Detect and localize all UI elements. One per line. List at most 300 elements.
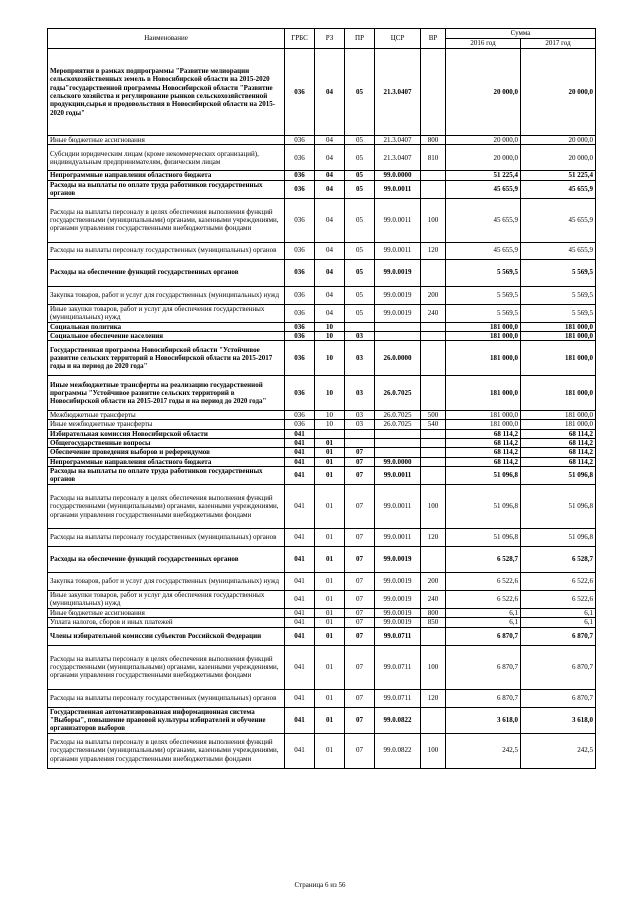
cell-grbs: 036 — [285, 259, 315, 286]
cell-vr — [421, 448, 446, 457]
cell-sum-2017: 45 655,9 — [521, 180, 596, 198]
row-name: Субсидии юридическим лицам (кроме некоммерческих организаций), индивидуальным предпринимателям, физическим лицам — [48, 145, 285, 171]
cell-pr: 07 — [345, 627, 375, 645]
cell-csr: 99.0.0822 — [375, 733, 421, 768]
table-row — [48, 331, 596, 340]
cell-vr — [421, 259, 446, 286]
cell-sum-2017: 20 000,0 — [521, 145, 596, 171]
row-name: Иные закупки товаров, работ и услуг для обеспечения государственных (муниципальных) нужд — [48, 304, 285, 322]
cell-csr — [375, 448, 421, 457]
cell-grbs: 041 — [285, 466, 315, 484]
cell-sum-2016: 181 000,0 — [446, 411, 521, 420]
row-name: Расходы на выплаты персоналу государственных (муниципальных) органов — [48, 528, 285, 546]
cell-sum-2017: 181 000,0 — [521, 420, 596, 429]
cell-pr: 05 — [345, 259, 375, 286]
cell-sum-2017: 68 114,2 — [521, 429, 596, 438]
cell-rz: 01 — [315, 528, 345, 546]
table-row — [48, 429, 596, 438]
cell-rz: 01 — [315, 546, 345, 572]
cell-sum-2017: 6 522,6 — [521, 590, 596, 608]
row-name: Члены избирательной комиссии субъектов Российской Федерации — [48, 627, 285, 645]
cell-sum-2017: 181 000,0 — [521, 331, 596, 340]
cell-vr — [421, 457, 446, 466]
row-name: Расходы на выплаты персоналу в целях обеспечения выполнения функций государственными (муниципальными) органами, казенными учреждениями, органами управления государственными внебюджетными фондами — [48, 198, 285, 242]
table-row — [48, 466, 596, 484]
cell-rz: 10 — [315, 322, 345, 331]
cell-sum-2017: 68 114,2 — [521, 439, 596, 448]
cell-pr: 05 — [345, 171, 375, 180]
cell-grbs: 036 — [285, 136, 315, 145]
row-name: Расходы на выплаты персоналу государственных (муниципальных) органов — [48, 242, 285, 259]
cell-sum-2016: 6 522,6 — [446, 590, 521, 608]
cell-sum-2016: 45 655,9 — [446, 180, 521, 198]
cell-grbs: 041 — [285, 457, 315, 466]
header-name: Наименование — [48, 29, 285, 49]
row-name: Расходы на обеспечение функций государственных органов — [48, 546, 285, 572]
cell-csr: 21.3.0407 — [375, 136, 421, 145]
cell-grbs: 041 — [285, 627, 315, 645]
header-pr: ПР — [345, 29, 375, 49]
cell-grbs: 041 — [285, 590, 315, 608]
cell-grbs: 036 — [285, 242, 315, 259]
table-header — [48, 29, 596, 49]
cell-pr: 03 — [345, 341, 375, 376]
header-grbs: ГРБС — [285, 29, 315, 49]
cell-grbs: 041 — [285, 707, 315, 733]
cell-sum-2016: 51 225,4 — [446, 171, 521, 180]
cell-pr — [345, 439, 375, 448]
row-name: Уплата налогов, сборов и иных платежей — [48, 618, 285, 627]
cell-vr — [421, 49, 446, 136]
cell-sum-2016: 68 114,2 — [446, 439, 521, 448]
cell-grbs: 041 — [285, 733, 315, 768]
cell-sum-2016: 6 528,7 — [446, 546, 521, 572]
cell-rz: 01 — [315, 590, 345, 608]
cell-sum-2017: 181 000,0 — [521, 341, 596, 376]
cell-csr — [375, 439, 421, 448]
cell-pr: 07 — [345, 689, 375, 707]
cell-pr: 05 — [345, 198, 375, 242]
cell-csr: 99.0.0011 — [375, 242, 421, 259]
cell-sum-2017: 6 522,6 — [521, 572, 596, 590]
table-row — [48, 49, 596, 136]
cell-rz: 04 — [315, 304, 345, 322]
cell-sum-2017: 51 096,8 — [521, 484, 596, 528]
row-name: Социальное обеспечение населения — [48, 331, 285, 340]
cell-rz: 10 — [315, 420, 345, 429]
cell-pr: 05 — [345, 145, 375, 171]
cell-rz: 01 — [315, 448, 345, 457]
cell-rz: 04 — [315, 171, 345, 180]
cell-sum-2016: 51 096,8 — [446, 466, 521, 484]
cell-vr: 200 — [421, 572, 446, 590]
table-row — [48, 304, 596, 322]
cell-pr: 07 — [345, 546, 375, 572]
row-name: Расходы на выплаты персоналу в целях обеспечения выполнения функций государственными (муниципальными) органами, казенными учреждениями, органами управления государственными внебюджетными фондами — [48, 733, 285, 768]
cell-rz: 01 — [315, 608, 345, 617]
row-name: Расходы на выплаты персоналу в целях обеспечения выполнения функций государственными (муниципальными) органами, казенными учреждениями, органами управления государственными внебюджетными фондами — [48, 645, 285, 689]
cell-csr: 99.0.0019 — [375, 618, 421, 627]
cell-pr: 03 — [345, 420, 375, 429]
row-name: Расходы на выплаты по оплате труда работников государственных органов — [48, 466, 285, 484]
table-row — [48, 484, 596, 528]
cell-csr: 99.0.0019 — [375, 590, 421, 608]
cell-csr: 26.0.7025 — [375, 420, 421, 429]
cell-csr — [375, 331, 421, 340]
cell-rz: 01 — [315, 645, 345, 689]
header-csr: ЦСР — [375, 29, 421, 49]
row-name: Расходы на выплаты по оплате труда работников государственных органов — [48, 180, 285, 198]
cell-vr: 100 — [421, 198, 446, 242]
cell-sum-2017: 6 870,7 — [521, 689, 596, 707]
header-rz: РЗ — [315, 29, 345, 49]
cell-csr: 99.0.0000 — [375, 171, 421, 180]
table-row — [48, 411, 596, 420]
cell-grbs: 041 — [285, 484, 315, 528]
header-vr: ВР — [421, 29, 446, 49]
cell-pr: 07 — [345, 590, 375, 608]
cell-csr: 99.0.0011 — [375, 484, 421, 528]
row-name: Закупка товаров, работ и услуг для государственных (муниципальных) нужд — [48, 572, 285, 590]
row-name: Расходы на выплаты персоналу в целях обеспечения выполнения функций государственными (муниципальными) органами, казенными учреждениями, органами управления государственными внебюджетными фондами — [48, 484, 285, 528]
cell-sum-2016: 181 000,0 — [446, 420, 521, 429]
cell-sum-2017: 6 528,7 — [521, 546, 596, 572]
cell-grbs: 036 — [285, 411, 315, 420]
cell-rz: 04 — [315, 180, 345, 198]
cell-pr: 05 — [345, 286, 375, 304]
cell-sum-2016: 51 096,8 — [446, 528, 521, 546]
cell-csr: 21.3.0407 — [375, 49, 421, 136]
cell-vr: 240 — [421, 304, 446, 322]
cell-grbs: 036 — [285, 304, 315, 322]
cell-rz: 01 — [315, 618, 345, 627]
cell-rz: 01 — [315, 457, 345, 466]
cell-rz: 04 — [315, 242, 345, 259]
cell-csr: 99.0.0711 — [375, 627, 421, 645]
cell-csr — [375, 322, 421, 331]
cell-csr: 99.0.0019 — [375, 286, 421, 304]
cell-rz: 04 — [315, 198, 345, 242]
table-row — [48, 376, 596, 411]
cell-grbs: 036 — [285, 180, 315, 198]
cell-pr: 03 — [345, 376, 375, 411]
cell-sum-2017: 6 870,7 — [521, 645, 596, 689]
cell-rz: 01 — [315, 733, 345, 768]
cell-sum-2016: 6,1 — [446, 608, 521, 617]
row-name: Непрограммные направления областного бюджета — [48, 171, 285, 180]
cell-csr: 99.0.0011 — [375, 180, 421, 198]
cell-vr: 800 — [421, 608, 446, 617]
cell-pr: 07 — [345, 457, 375, 466]
cell-sum-2017: 3 618,0 — [521, 707, 596, 733]
cell-csr — [375, 429, 421, 438]
row-name: Межбюджетные трансферты — [48, 411, 285, 420]
cell-grbs: 036 — [285, 286, 315, 304]
cell-sum-2016: 5 569,5 — [446, 304, 521, 322]
row-name: Расходы на выплаты персоналу государственных (муниципальных) органов — [48, 689, 285, 707]
page-footer: Страница 6 из 56 — [294, 881, 346, 889]
cell-pr: 05 — [345, 136, 375, 145]
cell-sum-2016: 181 000,0 — [446, 331, 521, 340]
cell-vr: 200 — [421, 286, 446, 304]
cell-sum-2016: 20 000,0 — [446, 145, 521, 171]
cell-rz: 01 — [315, 627, 345, 645]
cell-sum-2016: 68 114,2 — [446, 457, 521, 466]
cell-sum-2017: 45 655,9 — [521, 198, 596, 242]
cell-vr: 120 — [421, 242, 446, 259]
cell-vr: 500 — [421, 411, 446, 420]
cell-csr: 26.0.7025 — [375, 376, 421, 411]
cell-vr — [421, 439, 446, 448]
cell-grbs: 036 — [285, 171, 315, 180]
cell-rz: 01 — [315, 484, 345, 528]
cell-sum-2017: 181 000,0 — [521, 322, 596, 331]
cell-rz: 04 — [315, 286, 345, 304]
cell-vr: 100 — [421, 645, 446, 689]
cell-sum-2016: 181 000,0 — [446, 322, 521, 331]
cell-rz: 01 — [315, 572, 345, 590]
cell-vr — [421, 707, 446, 733]
cell-pr: 07 — [345, 707, 375, 733]
cell-pr: 07 — [345, 466, 375, 484]
cell-sum-2016: 5 569,5 — [446, 286, 521, 304]
row-name: Иные бюджетные ассигнования — [48, 608, 285, 617]
row-name: Иные межбюджетные трансферты на реализацию государственной программы "Устойчивое развитие сельских территорий в Новосибирской области на 2015-2017 годы и на период до 2020 года" — [48, 376, 285, 411]
cell-grbs: 041 — [285, 546, 315, 572]
cell-sum-2017: 181 000,0 — [521, 411, 596, 420]
cell-rz: 01 — [315, 466, 345, 484]
cell-sum-2016: 6 870,7 — [446, 645, 521, 689]
cell-sum-2016: 51 096,8 — [446, 484, 521, 528]
cell-rz: 01 — [315, 439, 345, 448]
table-row — [48, 171, 596, 180]
table-row — [48, 286, 596, 304]
cell-rz: 04 — [315, 259, 345, 286]
cell-sum-2016: 181 000,0 — [446, 376, 521, 411]
row-name: Непрограммные направления областного бюджета — [48, 457, 285, 466]
cell-vr — [421, 376, 446, 411]
cell-pr: 05 — [345, 304, 375, 322]
cell-vr: 120 — [421, 689, 446, 707]
cell-sum-2017: 20 000,0 — [521, 49, 596, 136]
cell-grbs: 041 — [285, 528, 315, 546]
row-name: Обеспечение проведения выборов и референдумов — [48, 448, 285, 457]
header-year-2016: 2016 год — [446, 39, 521, 49]
budget-table — [47, 28, 596, 769]
table-row — [48, 145, 596, 171]
cell-grbs: 036 — [285, 198, 315, 242]
cell-sum-2016: 68 114,2 — [446, 429, 521, 438]
cell-grbs: 041 — [285, 429, 315, 438]
header-sum: Сумма — [446, 29, 596, 39]
cell-grbs: 041 — [285, 608, 315, 617]
table-row — [48, 572, 596, 590]
cell-sum-2016: 6 870,7 — [446, 689, 521, 707]
cell-pr: 07 — [345, 608, 375, 617]
cell-rz: 04 — [315, 49, 345, 136]
row-name: Избирательная комиссия Новосибирской области — [48, 429, 285, 438]
row-name: Иные закупки товаров, работ и услуг для обеспечения государственных (муниципальных) нужд — [48, 590, 285, 608]
cell-rz: 10 — [315, 331, 345, 340]
cell-vr — [421, 546, 446, 572]
cell-grbs: 041 — [285, 618, 315, 627]
cell-rz: 04 — [315, 145, 345, 171]
cell-sum-2016: 68 114,2 — [446, 448, 521, 457]
cell-sum-2017: 68 114,2 — [521, 457, 596, 466]
cell-grbs: 036 — [285, 331, 315, 340]
cell-csr: 99.0.0711 — [375, 645, 421, 689]
cell-rz: 04 — [315, 136, 345, 145]
cell-sum-2016: 242,5 — [446, 733, 521, 768]
cell-grbs: 036 — [285, 341, 315, 376]
cell-sum-2016: 45 655,9 — [446, 242, 521, 259]
cell-sum-2016: 20 000,0 — [446, 136, 521, 145]
cell-pr: 07 — [345, 618, 375, 627]
cell-csr: 26.0.7025 — [375, 411, 421, 420]
cell-sum-2016: 5 569,5 — [446, 259, 521, 286]
cell-vr: 810 — [421, 145, 446, 171]
cell-grbs: 041 — [285, 645, 315, 689]
cell-pr — [345, 322, 375, 331]
cell-grbs: 036 — [285, 49, 315, 136]
cell-sum-2016: 20 000,0 — [446, 49, 521, 136]
cell-csr: 26.0.0000 — [375, 341, 421, 376]
cell-sum-2017: 45 655,9 — [521, 242, 596, 259]
cell-pr: 07 — [345, 733, 375, 768]
cell-csr: 99.0.0711 — [375, 689, 421, 707]
cell-csr: 99.0.0011 — [375, 528, 421, 546]
cell-pr: 07 — [345, 572, 375, 590]
table-row — [48, 242, 596, 259]
cell-sum-2017: 68 114,2 — [521, 448, 596, 457]
table-row — [48, 457, 596, 466]
table-row — [48, 590, 596, 608]
cell-csr: 99.0.0011 — [375, 198, 421, 242]
cell-vr: 100 — [421, 733, 446, 768]
cell-vr — [421, 466, 446, 484]
table-row — [48, 608, 596, 617]
row-name: Общегосударственные вопросы — [48, 439, 285, 448]
cell-csr: 99.0.0019 — [375, 572, 421, 590]
table-body — [48, 49, 596, 769]
cell-sum-2017: 5 569,5 — [521, 304, 596, 322]
cell-sum-2017: 51 096,8 — [521, 466, 596, 484]
cell-sum-2017: 5 569,5 — [521, 259, 596, 286]
cell-sum-2017: 181 000,0 — [521, 376, 596, 411]
cell-vr — [421, 171, 446, 180]
table-row — [48, 136, 596, 145]
cell-vr: 540 — [421, 420, 446, 429]
table-row — [48, 180, 596, 198]
cell-vr: 850 — [421, 618, 446, 627]
table-row — [48, 420, 596, 429]
cell-csr: 99.0.0000 — [375, 457, 421, 466]
row-name: Иные бюджетные ассигнования — [48, 136, 285, 145]
cell-sum-2017: 6,1 — [521, 608, 596, 617]
cell-sum-2017: 242,5 — [521, 733, 596, 768]
table-row — [48, 618, 596, 627]
cell-grbs: 041 — [285, 439, 315, 448]
cell-csr: 99.0.0019 — [375, 608, 421, 617]
cell-rz: 10 — [315, 341, 345, 376]
cell-grbs: 036 — [285, 420, 315, 429]
cell-rz: 10 — [315, 411, 345, 420]
cell-sum-2017: 20 000,0 — [521, 136, 596, 145]
cell-grbs: 041 — [285, 689, 315, 707]
row-name: Иные межбюджетные трансферты — [48, 420, 285, 429]
cell-vr — [421, 322, 446, 331]
cell-pr: 05 — [345, 242, 375, 259]
table-row — [48, 689, 596, 707]
row-name: Мероприятия в рамках подпрограммы "Развитие мелиорации сельскохозяйственных земель в Новосибирской области на 2015-2020 годы"государственной программы Новосибирской области "Развитие сельского хозяйства и регулирование рынков сельскохозяйственной продукции,сырья и продовольствия в Новосибирской области на 2015-2020 годы" — [48, 49, 285, 136]
cell-pr — [345, 429, 375, 438]
cell-pr: 03 — [345, 411, 375, 420]
cell-csr: 99.0.0011 — [375, 466, 421, 484]
row-name: Социальная политика — [48, 322, 285, 331]
cell-sum-2016: 181 000,0 — [446, 341, 521, 376]
table-row — [48, 707, 596, 733]
cell-vr: 100 — [421, 484, 446, 528]
cell-sum-2016: 6 870,7 — [446, 627, 521, 645]
row-name: Государственная программа Новосибирской области "Устойчивое развитие сельских территорий в Новосибирской области на 2015-2017 годы и на период до 2020 года" — [48, 341, 285, 376]
cell-vr — [421, 627, 446, 645]
cell-grbs: 036 — [285, 376, 315, 411]
cell-sum-2016: 6,1 — [446, 618, 521, 627]
cell-sum-2017: 51 225,4 — [521, 171, 596, 180]
cell-grbs: 036 — [285, 145, 315, 171]
cell-pr: 07 — [345, 528, 375, 546]
cell-csr: 99.0.0019 — [375, 259, 421, 286]
table-row — [48, 546, 596, 572]
row-name: Закупка товаров, работ и услуг для государственных (муниципальных) нужд — [48, 286, 285, 304]
table-row — [48, 439, 596, 448]
cell-vr: 240 — [421, 590, 446, 608]
cell-csr: 99.0.0019 — [375, 546, 421, 572]
table-row — [48, 645, 596, 689]
cell-sum-2017: 6,1 — [521, 618, 596, 627]
cell-csr: 99.0.0822 — [375, 707, 421, 733]
table-row — [48, 448, 596, 457]
cell-vr — [421, 180, 446, 198]
cell-vr: 120 — [421, 528, 446, 546]
cell-pr: 05 — [345, 180, 375, 198]
cell-vr — [421, 331, 446, 340]
cell-pr: 03 — [345, 331, 375, 340]
cell-csr: 99.0.0019 — [375, 304, 421, 322]
cell-sum-2017: 6 870,7 — [521, 627, 596, 645]
cell-csr: 21.3.0407 — [375, 145, 421, 171]
cell-rz: 01 — [315, 707, 345, 733]
table-row — [48, 733, 596, 768]
cell-rz: 10 — [315, 376, 345, 411]
cell-grbs: 041 — [285, 572, 315, 590]
cell-sum-2016: 3 618,0 — [446, 707, 521, 733]
cell-rz: 01 — [315, 689, 345, 707]
table-row — [48, 341, 596, 376]
cell-sum-2017: 5 569,5 — [521, 286, 596, 304]
header-year-2017: 2017 год — [521, 39, 596, 49]
row-name: Государственная автоматизированная информационная система "Выборы", повышение правовой культуры избирателей и обучение организаторов выборов — [48, 707, 285, 733]
cell-vr — [421, 429, 446, 438]
cell-sum-2017: 51 096,8 — [521, 528, 596, 546]
cell-pr: 07 — [345, 448, 375, 457]
cell-vr — [421, 341, 446, 376]
cell-vr: 800 — [421, 136, 446, 145]
table-row — [48, 627, 596, 645]
cell-pr: 07 — [345, 645, 375, 689]
cell-grbs: 041 — [285, 448, 315, 457]
table-row — [48, 259, 596, 286]
